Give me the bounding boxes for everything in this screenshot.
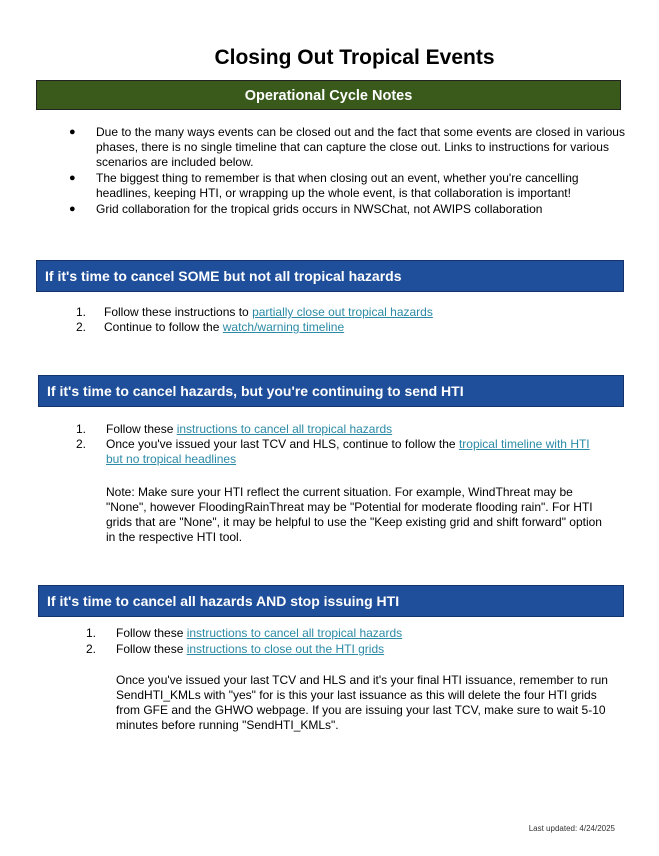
list-item bbox=[106, 437, 596, 467]
list-number: 1. bbox=[76, 305, 87, 319]
last-updated: Last updated: 4/24/2025 bbox=[528, 824, 615, 833]
list-item-text: Follow these bbox=[116, 642, 187, 656]
section-header-label: If it's time to cancel hazards, but you're continuing to send HTI bbox=[47, 383, 464, 399]
list-number: 2. bbox=[76, 437, 87, 451]
watch-warning-timeline-link[interactable]: watch/warning timeline bbox=[222, 320, 345, 334]
list-item-text: Follow these bbox=[106, 422, 177, 436]
section-header-continue-hti bbox=[38, 375, 624, 407]
list-item bbox=[116, 626, 616, 641]
partially-close-out-link[interactable]: partially close out tropical hazards bbox=[252, 305, 433, 319]
list-number: 2. bbox=[76, 320, 87, 334]
list-item-text: Follow these bbox=[116, 626, 187, 640]
bullet-text: Due to the many ways events can be closed out and the fact that some events are closed in various phases, there is no single timeline that can capture the close out. Links to instructions for various scenarios are included below. bbox=[96, 125, 625, 169]
cancel-all-hazards-link[interactable]: instructions to cancel all tropical hazards bbox=[176, 422, 393, 436]
final-hti-note: Once you've issued your last TCV and HLS and it's your final HTI issuance, remember to run SendHTI_KMLs with "yes" for is this your last issuance as this will delete the four HTI grids from GFE and the GHWO webpage. If you are issuing your last TCV, make sure to wait 5-10 minutes before running "SendHTI_KMLs". bbox=[116, 673, 608, 732]
list-item-text: Continue to follow the bbox=[104, 320, 223, 334]
tropical-timeline-hti-link[interactable]: tropical timeline with HTI but no tropical headlines bbox=[106, 437, 590, 466]
list-item bbox=[104, 305, 604, 320]
list-item bbox=[116, 642, 616, 657]
page-title: Closing Out Tropical Events bbox=[214, 46, 495, 69]
section-header-some-hazards bbox=[36, 260, 624, 292]
section-header-label: If it's time to cancel SOME but not all tropical hazards bbox=[45, 268, 402, 284]
operational-header: Operational Cycle Notes bbox=[36, 80, 621, 110]
bullet-dot: ● bbox=[69, 172, 76, 184]
bullet-dot: ● bbox=[69, 126, 76, 138]
list-item-text: Once you've issued your last TCV and HLS, continue to follow the bbox=[106, 437, 459, 451]
list-number: 1. bbox=[76, 422, 87, 436]
list-number: 2. bbox=[86, 642, 97, 656]
hti-note: Note: Make sure your HTI reflect the current situation. For example, WindThreat may be "None", however FloodingRainThreat may be "Potential for moderate flooding rain". For HTI grids that are "None", it may be helpful to use the "Keep existing grid and shift forward" option in the respective HTI tool. bbox=[106, 485, 602, 544]
list-number: 1. bbox=[86, 626, 97, 640]
bullet-dot: ● bbox=[69, 203, 76, 215]
bullet-text: The biggest thing to remember is that when closing out an event, whether you're cancelling headlines, keeping HTI, or wrapping up the whole event, is that collaboration is important! bbox=[96, 171, 579, 200]
section-header-label: If it's time to cancel all hazards AND stop issuing HTI bbox=[47, 593, 400, 609]
bullet-text: Grid collaboration for the tropical grids occurs in NWSChat, not AWIPS collaboration bbox=[96, 202, 543, 216]
list-item-text: Follow these instructions to bbox=[104, 305, 253, 319]
section-header-stop-hti bbox=[38, 585, 624, 617]
list-item bbox=[104, 320, 604, 335]
close-out-hti-grids-link[interactable]: instructions to close out the HTI grids bbox=[186, 642, 385, 656]
list-item bbox=[106, 422, 606, 437]
cancel-all-hazards-link-2[interactable]: instructions to cancel all tropical hazards bbox=[186, 626, 403, 640]
